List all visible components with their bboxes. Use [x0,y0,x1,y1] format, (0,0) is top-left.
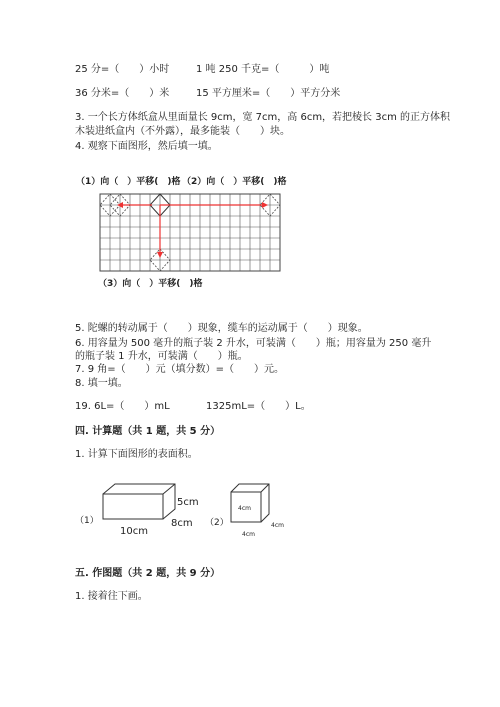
grid-label-2: （2）向（ ）平移( )格 [182,177,287,187]
conversion-decimeters: 36 分米=（ ）米 [75,88,170,99]
question-5-1: 1. 接着往下画。 [75,591,148,602]
question-8: 8. 填一填。 [75,378,128,389]
translation-arrows [117,202,268,258]
cuboid-length-label: 10cm [120,526,148,537]
cube [231,484,269,522]
conversion-milliliters: 1325mL=（ ）L。 [206,401,311,412]
conversion-minutes: 25 分=（ ）小时 [75,64,170,75]
question-3-line2: 木装进纸盒内（不外露），最多能装（ ）块。 [75,126,290,137]
conversion-area: 15 平方厘米=（ ）平方分米 [196,88,341,99]
solids-figure [75,478,305,543]
question-5: 5. 陀螺的转动属于（ ）现象，缆车的运动属于（ ）现象。 [75,323,368,334]
cuboid [103,484,175,519]
question-6-line2: 的瓶子装 1 升水，可装满（ ）瓶。 [75,351,248,362]
cube-bottom-label: 4cm [242,531,255,538]
question-3-line1: 3. 一个长方体纸盒从里面量长 9cm，宽 7cm，高 6cm，若把棱长 3cm 的正方体积 [75,112,451,123]
cuboid-height-label: 5cm [177,497,199,508]
question-4: 4. 观察下面图形，然后填一填。 [75,141,218,152]
cube-front-label: 4cm [238,505,251,512]
conversion-tons: 1 吨 250 千克=（ ）吨 [196,64,330,75]
section-5-heading: 五. 作图题（共 2 题，共 9 分） [75,568,221,579]
grid-label-3: （3）向（ ）平移( )格 [98,279,203,289]
question-4-1: 1. 计算下面图形的表面积。 [75,449,198,460]
section-4-heading: 四. 计算题（共 1 题，共 5 分） [75,426,221,437]
cube-side-label: 4cm [271,522,284,529]
question-7: 7. 9 角=（ ）元（填分数）=（ ）元。 [75,364,285,375]
conversion-liters: 19. 6L=（ ）mL [75,401,170,412]
solid-label-1: （1） [75,516,99,526]
cuboid-width-label: 8cm [171,518,193,529]
grid-label-1: （1）向（ ）平移( )格 [76,177,181,187]
translation-grid-figure [70,172,310,292]
solid-label-2: （2） [205,518,229,528]
question-6-line1: 6. 用容量为 500 毫升的瓶子装 2 升水，可装满（ ）瓶；用容量为 250 毫升 [75,338,432,349]
